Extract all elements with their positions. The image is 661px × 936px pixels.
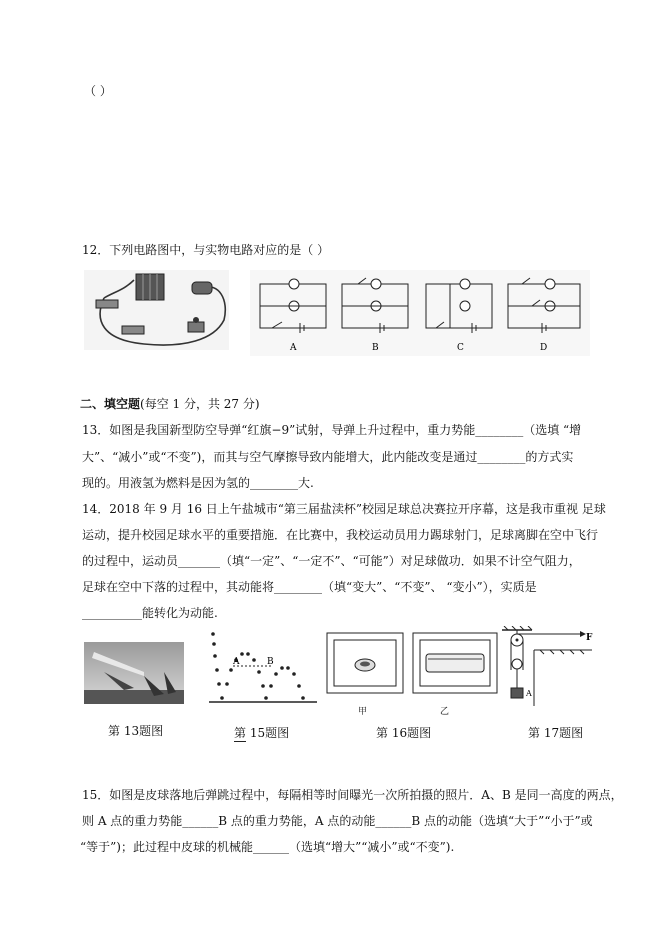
question-12: 12．下列电路图中，与实物电路对应的是（ ） bbox=[82, 243, 330, 257]
section-note: (每空 1 分，共 27 分) bbox=[140, 397, 260, 411]
caption-15-mark bbox=[234, 741, 246, 742]
q14-line3: 的过程中，运动员_______（填“一定”、“一定不”、“可能”）对足球做功．如果不计空气阻力， bbox=[82, 554, 581, 568]
caption-17: 第 17题图 bbox=[528, 726, 584, 740]
label-f: F bbox=[586, 633, 593, 643]
option-d-label: D bbox=[540, 343, 548, 353]
figure-16-yi bbox=[412, 632, 498, 694]
circuit-diagrams bbox=[250, 270, 590, 356]
label-b: B bbox=[267, 657, 274, 667]
label-yi: 乙 bbox=[440, 707, 450, 717]
label-a: A bbox=[233, 657, 240, 667]
caption-16: 第 16题图 bbox=[376, 726, 432, 740]
answer-paren: （ ） bbox=[84, 84, 112, 98]
q13-line2: 大”、“减小”或“不变”)，而其与空气摩擦导致内能增大，此内能改变是通过________的方式实 bbox=[82, 450, 574, 464]
q14-line4: 足球在空中下落的过程中，其动能将________（填“变大”、“不变”、 “变小”），实质是 bbox=[82, 580, 537, 594]
section-title: 二、填空题 bbox=[80, 397, 141, 411]
q15-line1: 15．如图是皮球落地后弹跳过程中，每隔相等时间曝光一次所拍摄的照片．A、B 是同一高度的两点， bbox=[82, 788, 623, 802]
caption-15: 第 15题图 bbox=[234, 726, 290, 740]
option-b-label: B bbox=[372, 343, 379, 353]
q13-line1: 13．如图是我国新型防空导弹“红旗−9”试射，导弹上升过程中，重力势能________（选填 “增 bbox=[82, 423, 582, 437]
q13-line3: 现的。用液氢为燃料是因为氢的________大. bbox=[82, 476, 314, 490]
option-a-label: A bbox=[290, 343, 297, 353]
q15-line2: 则 A 点的重力势能______B 点的重力势能，A 点的动能______B 点的动能（选填“大于”“小于”或 bbox=[82, 814, 593, 828]
q14-line1: 14．2018 年 9 月 16 日上午盐城市“第三届盐渎杯”校园足球总决赛拉开序幕，这是我市重视 足球 bbox=[82, 502, 606, 516]
missile-photo bbox=[84, 642, 184, 704]
real-circuit-image bbox=[84, 270, 229, 350]
pulley-figure bbox=[500, 626, 596, 710]
figure-16-jia bbox=[326, 632, 404, 694]
q14-line5: __________能转化为动能. bbox=[82, 606, 218, 620]
bouncing-ball-figure bbox=[205, 628, 319, 708]
caption-13: 第 13题图 bbox=[108, 724, 164, 738]
option-c-label: C bbox=[457, 343, 464, 353]
q14-line2: 运动，提升校园足球水平的重要措施．在比赛中，我校运动员用力踢球射门，足球离脚在空中飞行 bbox=[82, 528, 599, 542]
label-weight-a: A bbox=[526, 689, 532, 698]
label-jia: 甲 bbox=[358, 707, 368, 717]
section-title-row bbox=[80, 397, 260, 411]
q15-line3: “等于”)；此过程中皮球的机械能______（选填“增大”“减小”或“不变”). bbox=[80, 840, 455, 854]
